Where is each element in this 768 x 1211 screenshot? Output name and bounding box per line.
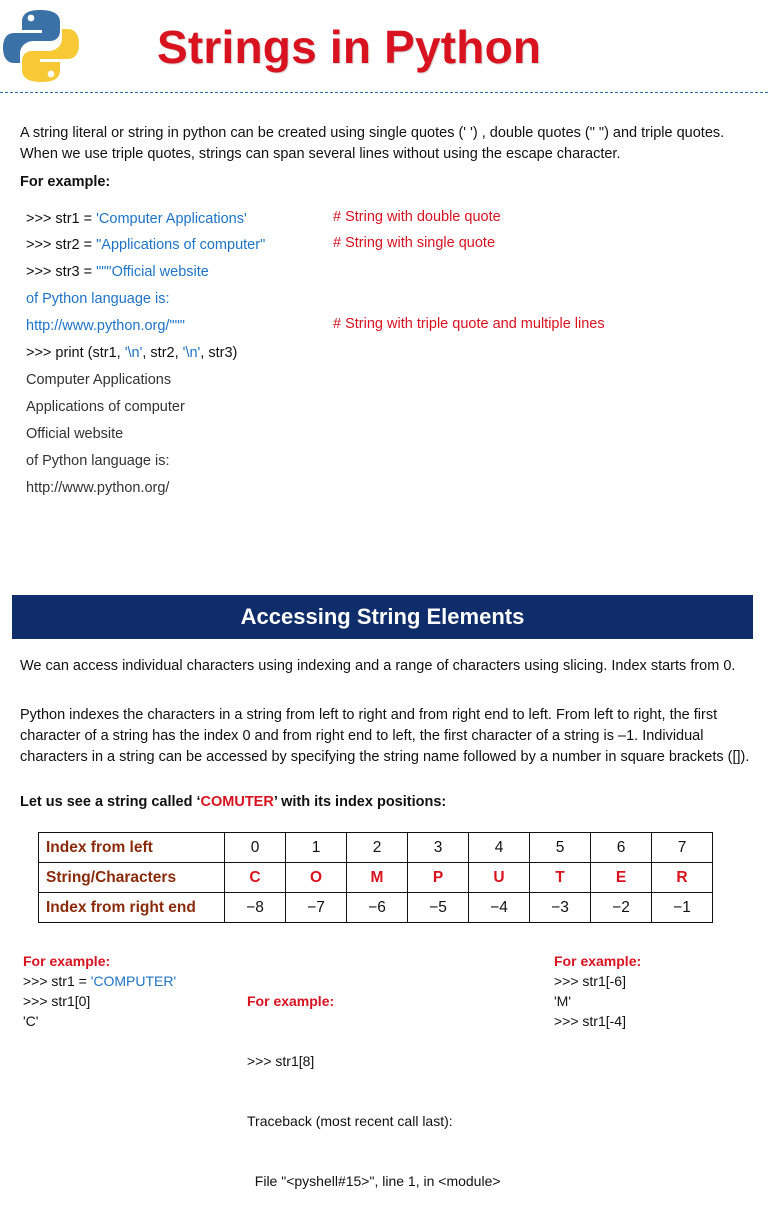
header bbox=[0, 0, 768, 96]
code-string: """Official website bbox=[96, 264, 209, 280]
example-block-3 bbox=[554, 951, 641, 1031]
output-line: http://www.python.org/ bbox=[26, 480, 170, 496]
code-prompt: >>> str1 = bbox=[23, 973, 91, 989]
page-title: Strings in Python bbox=[157, 21, 542, 73]
example-line: 'C' bbox=[23, 1013, 39, 1029]
code-comment-1: # String with double quote bbox=[333, 209, 501, 225]
table-row bbox=[39, 893, 713, 923]
table-lead-text bbox=[20, 792, 446, 813]
python-logo-icon bbox=[2, 8, 80, 84]
table-cell: −2 bbox=[591, 893, 652, 923]
for-example-heading: For example: bbox=[20, 174, 111, 190]
example-line: >>> str1[-6] bbox=[554, 973, 626, 989]
output-line: Official website bbox=[26, 426, 124, 442]
output-line: Computer Applications bbox=[26, 372, 172, 388]
code-string: '\n' bbox=[182, 345, 201, 361]
lead-text: Let us see a string called ‘ bbox=[20, 794, 201, 810]
lead-word: COMUTER bbox=[200, 794, 274, 810]
table-cell: 3 bbox=[408, 833, 469, 863]
code-text: , str2, bbox=[142, 345, 183, 361]
table-cell: P bbox=[408, 863, 469, 893]
code-string: '\n' bbox=[124, 345, 143, 361]
table-cell: M bbox=[347, 863, 408, 893]
code-string: 'Computer Applications' bbox=[96, 211, 247, 227]
code-prompt: >>> str3 = bbox=[26, 264, 97, 280]
table-cell: 0 bbox=[225, 833, 286, 863]
table-cell: −5 bbox=[408, 893, 469, 923]
table-row bbox=[39, 863, 713, 893]
table-cell: C bbox=[225, 863, 286, 893]
table-cell: −8 bbox=[225, 893, 286, 923]
section-paragraph-1: We can access individual characters using indexing and a range of characters using slicing. Index starts from 0. bbox=[20, 658, 736, 674]
example-heading: For example: bbox=[247, 993, 335, 1009]
intro-paragraph: A string literal or string in python can be created using single quotes (' ') , double quotes (" ") and triple quotes. When we use triple quotes, strings can span several lines without using the escape character. bbox=[20, 125, 725, 162]
code-line-1 bbox=[26, 209, 247, 229]
table-cell: −1 bbox=[652, 893, 713, 923]
code-line-4: of Python language is: bbox=[26, 291, 170, 307]
table-cell: 1 bbox=[286, 833, 347, 863]
example-heading: For example: bbox=[23, 953, 111, 969]
section-banner: Accessing String Elements bbox=[12, 595, 753, 639]
code-comment-3: # String with triple quote and multiple lines bbox=[333, 316, 605, 332]
example-line bbox=[23, 971, 176, 991]
table-cell: T bbox=[530, 863, 591, 893]
table-cell: R bbox=[652, 863, 713, 893]
output-line: of Python language is: bbox=[26, 453, 170, 469]
code-string: "Applications of computer" bbox=[96, 237, 266, 253]
code-line-3 bbox=[26, 262, 209, 282]
table-cell: −7 bbox=[286, 893, 347, 923]
example-line: >>> str1[0] bbox=[23, 993, 91, 1009]
table-cell: −4 bbox=[469, 893, 530, 923]
example-line: Traceback (most recent call last): bbox=[247, 1113, 453, 1129]
table-cell: −6 bbox=[347, 893, 408, 923]
code-text: >>> print (str1, bbox=[26, 345, 125, 361]
row-label: Index from right end bbox=[39, 893, 225, 923]
example-line: 'M' bbox=[554, 993, 572, 1009]
table-cell: 2 bbox=[347, 833, 408, 863]
code-prompt: >>> str1 = bbox=[26, 211, 97, 227]
code-string: 'COMPUTER' bbox=[90, 973, 177, 989]
table-cell: O bbox=[286, 863, 347, 893]
code-line-2 bbox=[26, 235, 265, 255]
example-block-1 bbox=[23, 951, 176, 1031]
output-line: Applications of computer bbox=[26, 399, 185, 415]
table-cell: U bbox=[469, 863, 530, 893]
table-cell: 6 bbox=[591, 833, 652, 863]
example-line: File "<pyshell#15>", line 1, in <module> bbox=[247, 1173, 501, 1189]
code-print-line bbox=[26, 343, 237, 363]
table-cell: 4 bbox=[469, 833, 530, 863]
code-comment-2: # String with single quote bbox=[333, 235, 496, 251]
table-cell: 7 bbox=[652, 833, 713, 863]
row-label: Index from left bbox=[39, 833, 225, 863]
example-block-2 bbox=[247, 951, 501, 1211]
code-text: , str3) bbox=[200, 345, 238, 361]
code-prompt: >>> str2 = bbox=[26, 237, 97, 253]
header-divider bbox=[0, 92, 768, 93]
table-cell: 5 bbox=[530, 833, 591, 863]
example-line: >>> str1[8] bbox=[247, 1053, 315, 1069]
table-cell: E bbox=[591, 863, 652, 893]
index-table bbox=[38, 832, 713, 923]
lead-text: ’ with its index positions: bbox=[273, 794, 447, 810]
example-heading: For example: bbox=[554, 953, 642, 969]
section-paragraph-2: Python indexes the characters in a string from left to right and from right end to left. From left to right, the first character of a string has the index 0 and from right end to left, the first character of a string is –1. Individual characters in a string can be accessed by specifying the string name followed by a number in square brackets ([]). bbox=[20, 707, 750, 765]
code-line-5: http://www.python.org/""" bbox=[26, 318, 185, 334]
row-label: String/Characters bbox=[39, 863, 225, 893]
table-cell: −3 bbox=[530, 893, 591, 923]
table-row bbox=[39, 833, 713, 863]
example-line: >>> str1[-4] bbox=[554, 1013, 626, 1029]
